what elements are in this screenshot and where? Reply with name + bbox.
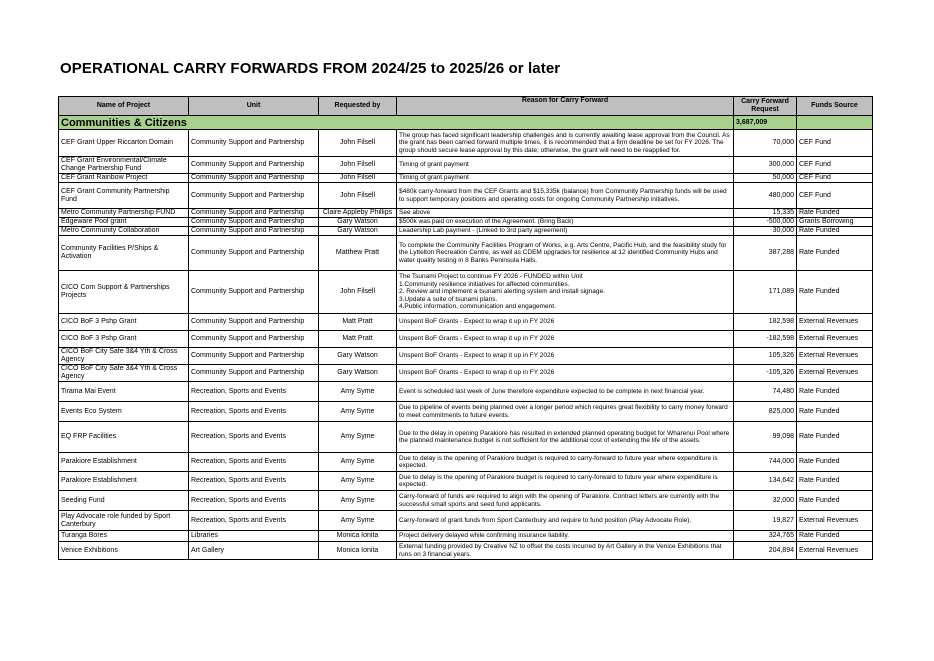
- funds-source-cell: External Revenues: [797, 331, 873, 348]
- requested-by-cell: Gary Watson: [319, 348, 397, 365]
- reason-cell: Leadership Lab payment - (Linked to 3rd party agreement): [397, 227, 734, 236]
- table-row: [59, 472, 873, 491]
- table-row: [59, 542, 873, 560]
- requested-by-cell: Amy Syme: [319, 511, 397, 531]
- table-row: [59, 348, 873, 365]
- section-empty-cell: [797, 116, 873, 130]
- table-row: [59, 271, 873, 314]
- project-name-cell: CICO BoF City Safe 3&4 Yth & Cross Agency: [59, 365, 189, 382]
- header-name: Name of Project: [59, 97, 189, 116]
- reason-cell: Due to delay is the opening of Parakiore budget is required to carry-forward to future year where expenditure is expected.: [397, 453, 734, 472]
- table-row: [59, 402, 873, 422]
- project-name-cell: Community Facilities P/Ships & Activation: [59, 236, 189, 271]
- header-row: [59, 97, 873, 116]
- table-row: [59, 218, 873, 227]
- table-row: [59, 183, 873, 209]
- amount-cell: -500,000: [734, 218, 797, 227]
- amount-cell: 825,000: [734, 402, 797, 422]
- reason-cell: Carry-forward of grant funds from Sport Canterbury and require to fund position (Play Advocate Role).: [397, 511, 734, 531]
- project-name-cell: Tirama Mai Event: [59, 382, 189, 402]
- amount-cell: 480,000: [734, 183, 797, 209]
- unit-cell: Community Support and Partnership: [189, 157, 319, 174]
- table-row: [59, 365, 873, 382]
- project-name-cell: CICO Com Support & Partnerships Projects: [59, 271, 189, 314]
- funds-source-cell: CEF Fund: [797, 157, 873, 174]
- funds-source-cell: CEF Fund: [797, 130, 873, 157]
- amount-cell: 134,642: [734, 472, 797, 491]
- carry-forwards-table: [58, 96, 873, 560]
- table-row: [59, 314, 873, 331]
- funds-source-cell: Rate Funded: [797, 491, 873, 511]
- amount-cell: -105,326: [734, 365, 797, 382]
- unit-cell: Community Support and Partnership: [189, 314, 319, 331]
- requested-by-cell: John Filsell: [319, 157, 397, 174]
- amount-cell: 324,765: [734, 531, 797, 542]
- reason-cell: Unspent BoF Grants - Expect to wrap it up in FY 2026: [397, 365, 734, 382]
- reason-cell: Event is scheduled last week of June therefore expenditure expected to be complete in next financial year.: [397, 382, 734, 402]
- funds-source-cell: Rate Funded: [797, 209, 873, 218]
- requested-by-cell: Amy Syme: [319, 382, 397, 402]
- reason-cell: Project delivery delayed while confirming insurance liability.: [397, 531, 734, 542]
- unit-cell: Recreation, Sports and Events: [189, 472, 319, 491]
- table-row: [59, 157, 873, 174]
- funds-source-cell: External Revenues: [797, 542, 873, 560]
- header-requested-by: Requested by: [319, 97, 397, 116]
- amount-cell: 99,098: [734, 422, 797, 453]
- requested-by-cell: Claire Appleby Phillips: [319, 209, 397, 218]
- unit-cell: Community Support and Partnership: [189, 271, 319, 314]
- table-row: [59, 453, 873, 472]
- amount-cell: 105,326: [734, 348, 797, 365]
- requested-by-cell: Monica Ionita: [319, 542, 397, 560]
- reason-cell: Carry-forward of funds are required to align with the opening of Parakiore. Contract letters are currently with the successful small sports and seed fund applicants.: [397, 491, 734, 511]
- requested-by-cell: Matt Pratt: [319, 314, 397, 331]
- table-row: [59, 382, 873, 402]
- funds-source-cell: Rate Funded: [797, 472, 873, 491]
- requested-by-cell: Matthew Pratt: [319, 236, 397, 271]
- amount-cell: -182,598: [734, 331, 797, 348]
- table-row: [59, 174, 873, 183]
- table-row: [59, 209, 873, 218]
- unit-cell: Recreation, Sports and Events: [189, 491, 319, 511]
- funds-source-cell: Rate Funded: [797, 236, 873, 271]
- project-name-cell: Play Advocate role funded by Sport Canterbury: [59, 511, 189, 531]
- project-name-cell: CEF Grant Rainbow Project: [59, 174, 189, 183]
- project-name-cell: Seeding Fund: [59, 491, 189, 511]
- project-name-cell: CICO BoF 3 Pshp Grant: [59, 331, 189, 348]
- reason-cell: The group has faced significant leadership challenges and is currently awaiting lease approval from the Council. As the grant has been carried forward multiple times, it is recommended that a firm deadline be set for FY 2026. The group should secure lease approval by this date; otherwise, the grant will need to be reapplied for.: [397, 130, 734, 157]
- amount-cell: 19,827: [734, 511, 797, 531]
- unit-cell: Community Support and Partnership: [189, 331, 319, 348]
- requested-by-cell: John Filsell: [319, 271, 397, 314]
- reason-cell: Due to delay is the opening of Parakiore budget is required to carry-forward to future year where expenditure is expected.: [397, 472, 734, 491]
- header-request: Carry Forward Request: [734, 97, 797, 116]
- reason-cell: Timing of grant payment: [397, 157, 734, 174]
- reason-cell: See above: [397, 209, 734, 218]
- requested-by-cell: Matt Pratt: [319, 331, 397, 348]
- unit-cell: Community Support and Partnership: [189, 348, 319, 365]
- project-name-cell: Events Eco System: [59, 402, 189, 422]
- table-row: [59, 491, 873, 511]
- funds-source-cell: External Revenues: [797, 365, 873, 382]
- unit-cell: Recreation, Sports and Events: [189, 402, 319, 422]
- amount-cell: 387,288: [734, 236, 797, 271]
- project-name-cell: CEF Grant Environmental/Climate Change Partnership Fund: [59, 157, 189, 174]
- requested-by-cell: Gary Watson: [319, 365, 397, 382]
- project-name-cell: Parakiore Establishment: [59, 453, 189, 472]
- funds-source-cell: External Revenues: [797, 314, 873, 331]
- unit-cell: Community Support and Partnership: [189, 130, 319, 157]
- reason-cell: Due to pipeline of events being planned over a longer period which requires great flexibility to carry money forward to meet commitments to future events.: [397, 402, 734, 422]
- unit-cell: Community Support and Partnership: [189, 365, 319, 382]
- project-name-cell: CICO BoF City Safe 3&4 Yth & Cross Agency: [59, 348, 189, 365]
- project-name-cell: EQ FRP Facilities: [59, 422, 189, 453]
- reason-cell: $480k carry-forward from the CEF Grants and $15,335k (balance) from Community Partnership funds will be used to support temporary positions and operating costs for ongoing Community Partnership initiatives.: [397, 183, 734, 209]
- funds-source-cell: Rate Funded: [797, 422, 873, 453]
- funds-source-cell: Rate Funded: [797, 531, 873, 542]
- requested-by-cell: Amy Syme: [319, 402, 397, 422]
- section-name: Communities & Citizens: [59, 116, 734, 130]
- table-row: [59, 422, 873, 453]
- project-name-cell: Parakiore Establishment: [59, 472, 189, 491]
- unit-cell: Community Support and Partnership: [189, 227, 319, 236]
- amount-cell: 15,335: [734, 209, 797, 218]
- reason-cell: Timing of grant payment: [397, 174, 734, 183]
- requested-by-cell: Gary Watson: [319, 227, 397, 236]
- table-row: [59, 531, 873, 542]
- project-name-cell: Venice Exhibitions: [59, 542, 189, 560]
- amount-cell: 300,000: [734, 157, 797, 174]
- project-name-cell: CICO BoF 3 Pshp Grant: [59, 314, 189, 331]
- unit-cell: Community Support and Partnership: [189, 174, 319, 183]
- unit-cell: Libraries: [189, 531, 319, 542]
- reason-cell: To complete the Community Facilities Program of Works, e.g. Arts Centre, Pacific Hub, and the feasibility study for the Lyttelton Recreation Centre, as well as CDEM upgrades for resilience at 12 identified Community Hubs and water quality testing in 8 Banks Peninsula Halls.: [397, 236, 734, 271]
- funds-source-cell: Rate Funded: [797, 453, 873, 472]
- amount-cell: 70,000: [734, 130, 797, 157]
- reason-cell: Due to the delay in opening Parakiore has resulted in extended planned operating budget for Wharenui Pool where the planned maintenance budget is not sufficient for the additional cost of extending the life of the assets.: [397, 422, 734, 453]
- amount-cell: 30,000: [734, 227, 797, 236]
- unit-cell: Recreation, Sports and Events: [189, 382, 319, 402]
- requested-by-cell: Amy Syme: [319, 453, 397, 472]
- unit-cell: Recreation, Sports and Events: [189, 422, 319, 453]
- reason-cell: Unspent BoF Grants - Expect to wrap it up in FY 2026: [397, 331, 734, 348]
- unit-cell: Community Support and Partnership: [189, 209, 319, 218]
- project-name-cell: Edgeware Pool grant: [59, 218, 189, 227]
- reason-cell: The Tsunami Project to continue FY 2026 - FUNDED within Unit 1.Community resilience initiatives for affected communities. 2. Review and implement a tsunami alerting system and install signage. 3.Update a suite of tsunami plans. 4.Public information, communication and engagement.: [397, 271, 734, 314]
- funds-source-cell: Rate Funded: [797, 271, 873, 314]
- table-row: [59, 227, 873, 236]
- reason-cell: Unspent BoF Grants - Expect to wrap it up in FY 2026: [397, 314, 734, 331]
- project-name-cell: CEF Grant Upper Riccarton Domain: [59, 130, 189, 157]
- project-name-cell: CEF Grant Community Partnership Fund: [59, 183, 189, 209]
- unit-cell: Community Support and Partnership: [189, 236, 319, 271]
- unit-cell: Community Support and Partnership: [189, 183, 319, 209]
- table-row: [59, 331, 873, 348]
- project-name-cell: Turanga Bores: [59, 531, 189, 542]
- requested-by-cell: Monica Ionita: [319, 531, 397, 542]
- requested-by-cell: Amy Syme: [319, 491, 397, 511]
- project-name-cell: Metro Community Partnership FUND: [59, 209, 189, 218]
- funds-source-cell: CEF Fund: [797, 174, 873, 183]
- funds-source-cell: Grants Borrowing: [797, 218, 873, 227]
- amount-cell: 204,894: [734, 542, 797, 560]
- requested-by-cell: Amy Syme: [319, 422, 397, 453]
- reason-cell: $500k was paid on execution of the Agreement. (Bring Back): [397, 218, 734, 227]
- amount-cell: 74,480: [734, 382, 797, 402]
- project-name-cell: Metro Community Collaboration: [59, 227, 189, 236]
- amount-cell: 744,000: [734, 453, 797, 472]
- header-reason: Reason for Carry Forward: [397, 97, 734, 116]
- requested-by-cell: John Filsell: [319, 130, 397, 157]
- section-row: [59, 116, 873, 130]
- section-total: 3,687,009: [734, 116, 797, 130]
- amount-cell: 171,089: [734, 271, 797, 314]
- table-row: [59, 511, 873, 531]
- funds-source-cell: External Revenues: [797, 511, 873, 531]
- page-title: OPERATIONAL CARRY FORWARDS FROM 2024/25 to 2025/26 or later: [60, 60, 561, 77]
- funds-source-cell: CEF Fund: [797, 183, 873, 209]
- requested-by-cell: John Filsell: [319, 183, 397, 209]
- table-row: [59, 130, 873, 157]
- requested-by-cell: John Filsell: [319, 174, 397, 183]
- reason-cell: Unspent BoF Grants - Expect to wrap it up in FY 2026: [397, 348, 734, 365]
- funds-source-cell: Rate Funded: [797, 227, 873, 236]
- funds-source-cell: Rate Funded: [797, 402, 873, 422]
- amount-cell: 32,000: [734, 491, 797, 511]
- unit-cell: Recreation, Sports and Events: [189, 511, 319, 531]
- unit-cell: Art Gallery: [189, 542, 319, 560]
- header-unit: Unit: [189, 97, 319, 116]
- amount-cell: 182,598: [734, 314, 797, 331]
- unit-cell: Community Support and Partnership: [189, 218, 319, 227]
- header-source: Funds Source: [797, 97, 873, 116]
- requested-by-cell: Gary Watson: [319, 218, 397, 227]
- funds-source-cell: External Revenues: [797, 348, 873, 365]
- table-row: [59, 236, 873, 271]
- funds-source-cell: Rate Funded: [797, 382, 873, 402]
- reason-cell: External funding provided by Creative NZ to offset the costs incurred by Art Gallery in the Venice Exhibitions that runs on 3 financial years.: [397, 542, 734, 560]
- amount-cell: 50,000: [734, 174, 797, 183]
- unit-cell: Recreation, Sports and Events: [189, 453, 319, 472]
- requested-by-cell: Amy Syme: [319, 472, 397, 491]
